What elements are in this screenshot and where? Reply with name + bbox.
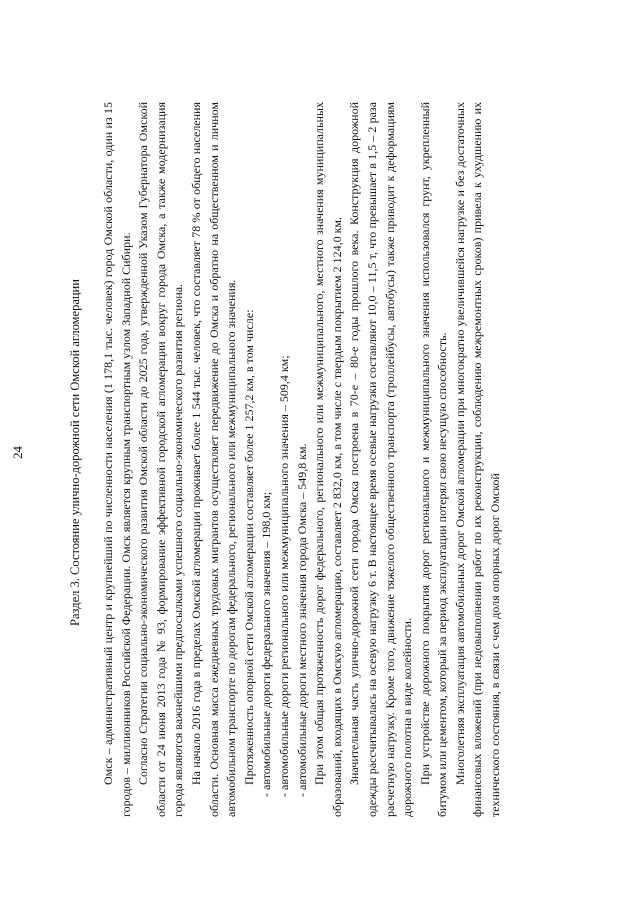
list-item: - автомобильные дороги федерального значения – 198,0 км; [259, 491, 274, 797]
section-title: Раздел 3. Состояние улично-дорожной сети Омской агломерации [68, 279, 82, 626]
page-number: 24 [10, 446, 25, 459]
paragraph: Омск – административный центр и крупнейший по численности населения (1 178,1 тыс. человек) город Омской области, один из 15 городов – миллионников Российской Федерации. Омск является крупным транспортным узлом Западной Сибири. [101, 102, 133, 817]
paragraph: Согласно Стратегии социально-экономического развития Омской области до 2025 года, утвержденной Указом Губернатора Омской области от 24 июня 2013 года № 93, формирование эффективной городской агломерации вокруг города Омска, а также модернизация города являются важнейшими предпосылками успешного социально-экономического развития региона. [136, 102, 186, 817]
paragraph: Протяженность опорной сети Омской агломерации составляет более 1 257,2 км, в том числе: [241, 309, 256, 785]
list-item: - автомобильные дороги регионального или межмуниципального значения – 509,4 км; [276, 355, 291, 797]
paragraph: При устройстве дорожного покрытия дорог регионального и межмуниципального значения использовался грунт, укрепленный битумом или цементом, который за период эксплуатации потерял свою несущую способность. [417, 102, 450, 817]
paragraph: На начало 2016 года в пределах Омской агломерации проживает более 1 544 тыс. человек, что составляет 78 % от общего населения области. Основная масса ежедневных трудовых мигрантов осуществляет передвижение до Омска и обратно на общественном и личном автомобильном транспорте по дорогам федерального, регионального или межмуниципального значения. [188, 102, 239, 817]
paragraph: Многолетняя эксплуатация автомобильных дорог Омской агломерации при многократно увеличившейся нагрузке и без достаточных финансовых вложений (при недовыполнении работ по их реконструкции, соблюдению межремонтных сроков) привела к ухудшению их технического состояния, в связи с чем доля опорных дорог Омской [452, 102, 503, 817]
list-item: - автомобильные дороги местного значения города Омска – 549,8 км. [294, 443, 309, 797]
paragraph: Значительная часть улично-дорожной сети города Омска построена в 70-е – 80-е годы прошлого века. Конструкция дорожной одежды рассчитывалась на осевую нагрузку 6 т. В настоящее время осевые нагрузки составляют 10,0 – 11,5 т, что превышает в 1,5 – 2 раза расчетную нагрузку. Кроме того, движение тяжелого общественного транспорта (троллейбусы, автобусы) также приводит к деформациям дорожного полотна в виде колейности. [347, 102, 415, 817]
body-text [100, 102, 505, 817]
paragraph: При этом общая протяженность дорог федерального, регионального или межмуниципального, местного значения муниципальных образований, входящих в Омскую агломерацию, составляет 2 832,0 км, в том числе с твердым покрытием 2 124,0 км. [312, 102, 344, 817]
